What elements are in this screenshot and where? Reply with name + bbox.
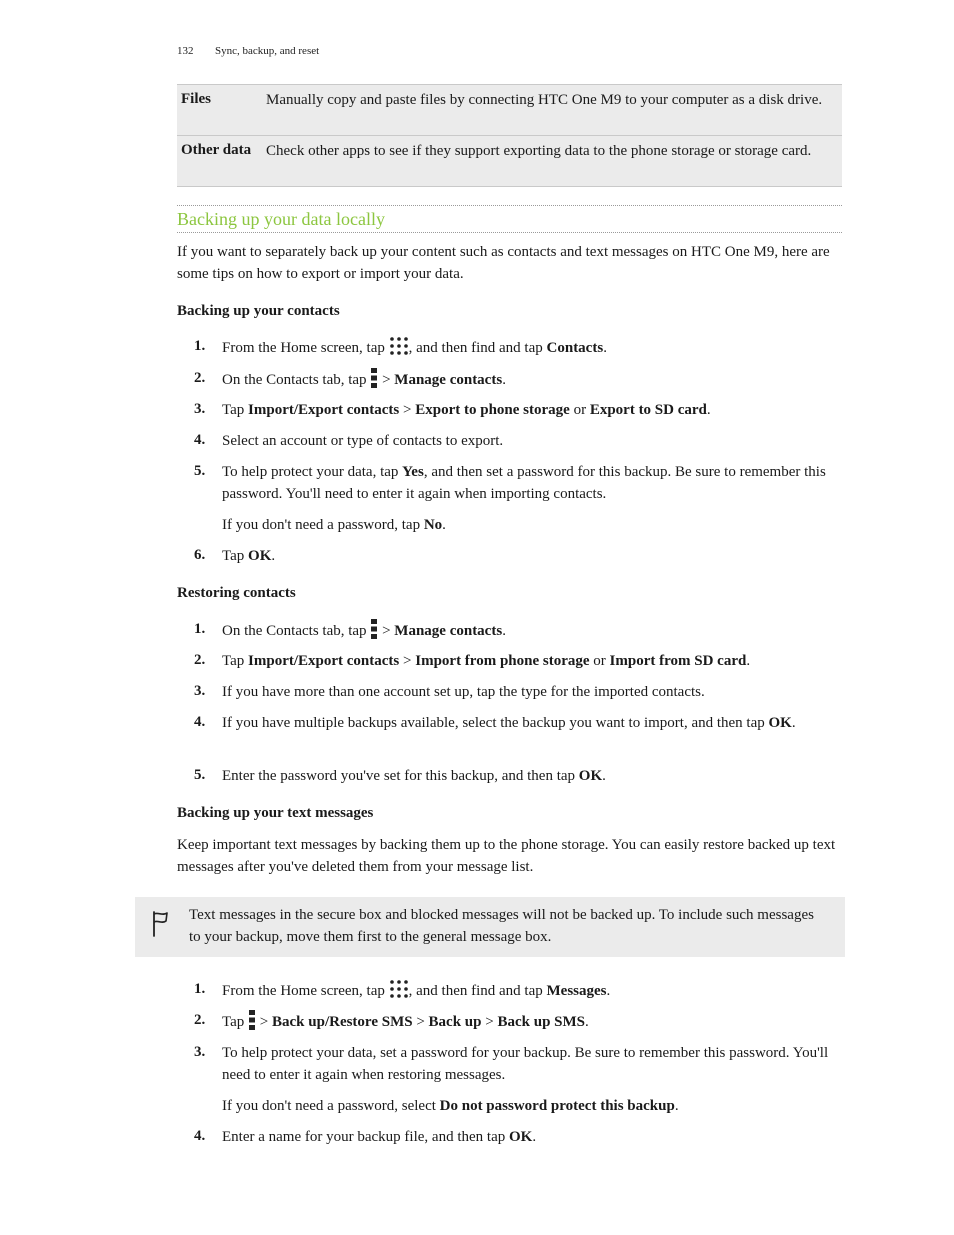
table-value: Check other apps to see if they support exporting data to the phone storage or storage card. xyxy=(266,143,812,159)
step-number: 1. xyxy=(194,981,206,997)
sms-step-1: From the Home screen, tap , and then find and tap Messages. xyxy=(222,979,832,1002)
table-row xyxy=(177,135,842,187)
step-number: 1. xyxy=(194,621,206,637)
restore-step-2: Tap Import/Export contacts > Import from phone storage or Import from SD card. xyxy=(222,653,751,669)
step-number: 3. xyxy=(194,401,206,417)
sms-intro: Keep important text messages by backing them up to the phone storage. You can easily restore backed up text messages after you've deleted them from your message list. xyxy=(177,837,836,875)
step-number: 5. xyxy=(194,463,206,479)
page-number: 132 xyxy=(177,45,194,57)
table-value: Manually copy and paste files by connecting HTC One M9 to your computer as a disk drive. xyxy=(266,92,823,108)
contacts-subheading: Backing up your contacts xyxy=(177,303,340,319)
section-heading xyxy=(177,205,842,233)
restore-step-5: Enter the password you've set for this backup, and then tap OK. xyxy=(222,768,606,784)
step-number: 2. xyxy=(194,652,206,668)
step-number: 2. xyxy=(194,1012,206,1028)
sms-step-3-note: If you don't need a password, select Do not password protect this backup. xyxy=(222,1098,679,1114)
note-text: Text messages in the secure box and blocked messages will not be backed up. To include such messages to your backup, move them first to the general message box. xyxy=(189,907,814,945)
step-number: 4. xyxy=(194,1128,206,1144)
sms-step-4: Enter a name for your backup file, and then tap OK. xyxy=(222,1129,537,1145)
apps-grid-icon xyxy=(389,336,409,356)
contacts-step-1: From the Home screen, tap , and then find and tap Contacts. xyxy=(222,336,832,359)
sms-step-3: To help protect your data, set a password for your backup. Be sure to remember this password. You'll need to enter it again when restoring messages. xyxy=(222,1045,829,1083)
restore-step-4: If you have multiple backups available, select the backup you want to import, and then tap OK. xyxy=(222,715,796,731)
restore-step-1: On the Contacts tab, tap > Manage contacts. xyxy=(222,619,832,642)
intro-paragraph: If you want to separately back up your content such as contacts and text messages on HTC One M9, here are some tips on how to export or import your data. xyxy=(177,244,830,282)
apps-grid-icon xyxy=(389,979,409,999)
restore-step-3: If you have more than one account set up, tap the type for the imported contacts. xyxy=(222,684,705,700)
overflow-menu-icon xyxy=(248,1010,256,1030)
step-number: 1. xyxy=(194,338,206,354)
contacts-step-6: Tap OK. xyxy=(222,548,276,564)
table-key: Other data xyxy=(181,142,252,158)
step-number: 3. xyxy=(194,1044,206,1060)
contacts-step-3: Tap Import/Export contacts > Export to phone storage or Export to SD card. xyxy=(222,402,711,418)
restore-subheading: Restoring contacts xyxy=(177,585,296,601)
table-key: Files xyxy=(181,91,211,107)
step-number: 4. xyxy=(194,714,206,730)
step-number: 2. xyxy=(194,370,206,386)
note-flag-icon xyxy=(150,910,170,938)
data-table xyxy=(177,84,842,187)
contacts-step-2: On the Contacts tab, tap > Manage contacts. xyxy=(222,368,832,391)
sms-step-2: Tap > Back up/Restore SMS > Back up > Back up SMS. xyxy=(222,1010,832,1033)
contacts-step-5-note: If you don't need a password, tap No. xyxy=(222,517,446,533)
note-box xyxy=(135,897,845,957)
contacts-step-4: Select an account or type of contacts to export. xyxy=(222,433,504,449)
step-number: 6. xyxy=(194,547,206,563)
sms-subheading: Backing up your text messages xyxy=(177,805,374,821)
step-number: 5. xyxy=(194,767,206,783)
contacts-step-5: To help protect your data, tap Yes, and then set a password for this backup. Be sure to remember this password. You'll need to enter it again when importing contacts. xyxy=(222,464,826,502)
section-title: Sync, backup, and reset xyxy=(215,45,320,57)
step-number: 3. xyxy=(194,683,206,699)
table-row xyxy=(177,84,842,135)
step-number: 4. xyxy=(194,432,206,448)
section-heading-text: Backing up your data locally xyxy=(177,209,385,229)
